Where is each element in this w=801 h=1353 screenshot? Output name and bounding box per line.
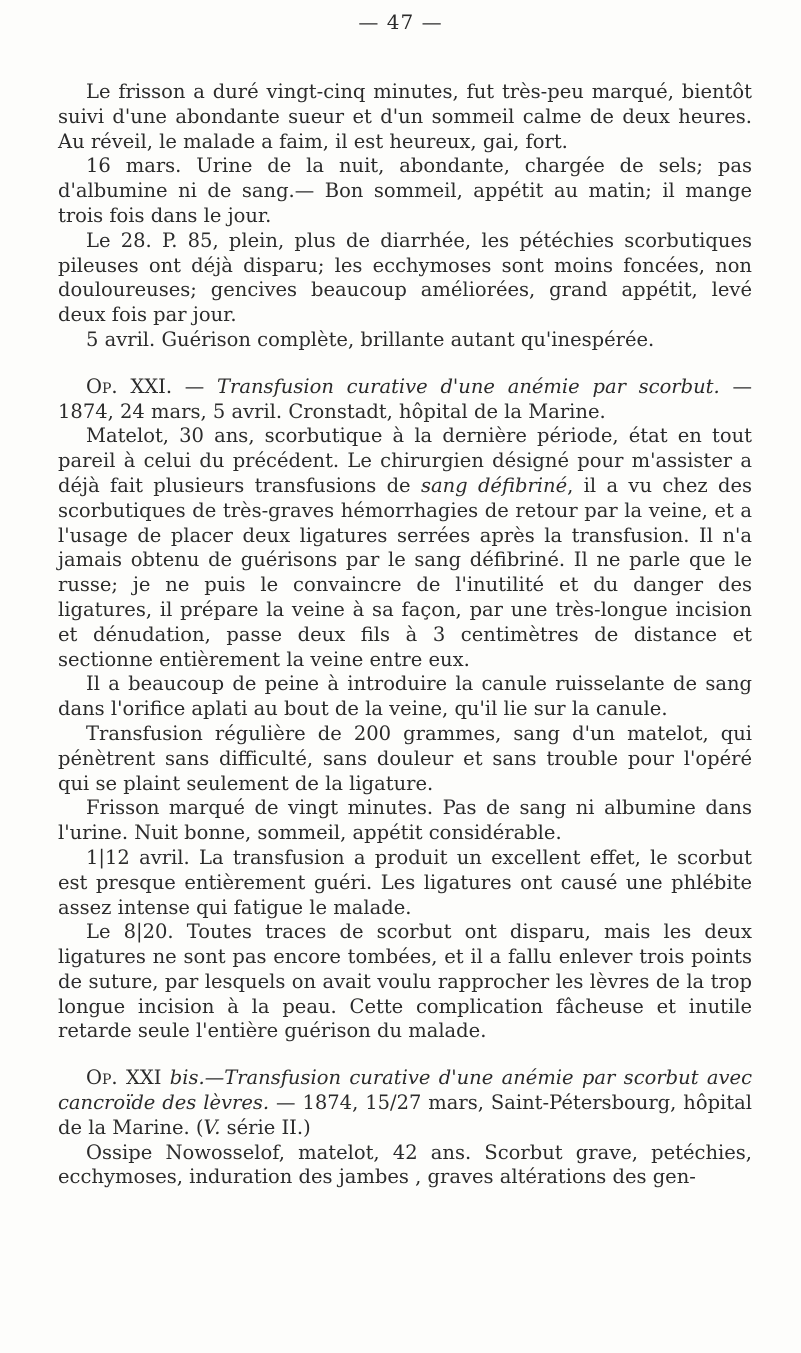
op21bis-bis: bis. bbox=[169, 1066, 205, 1090]
op21-paragraph-transfusion: Transfusion régulière de 200 grammes, sang d'un matelot, qui pénètrent sans difficulté, sans douleur et sans trouble pour l'opéré qui se plaint seulement de la ligature. bbox=[58, 721, 752, 795]
op21bis-heading bbox=[58, 1066, 752, 1140]
paragraph-5-avril: 5 avril. Guérison complète, brillante autant qu'inespérée. bbox=[86, 327, 655, 351]
op21-p1-end: , il a vu chez des scorbutiques de très-graves hémorrhagies de retour par la veine, et a l'usage de placer deux ligatures serrées après la transfusion. Il n'a jamais obtenu de guérisons par le sang défibriné. Il ne parle que le russe; je ne puis le convaincre de l'inutilité et du danger des ligatures, il prépare la veine à sa façon, par une très-longue incision et dénudation, passe deux fils à 3 centimètres de distance et sectionne entièrement la veine entre eux. bbox=[58, 473, 752, 671]
paragraph-16-mars: 16 mars. Urine de la nuit, abondante, chargée de sels; pas d'albumine ni de sang.— Bon sommeil, appétit au matin; il mange trois fois dans le jour. bbox=[58, 154, 752, 227]
op21bis-paragraph-ossipe: Ossipe Nowosselof, matelot, 42 ans. Scorbut grave, petéchies, ecchymoses, induration des jambes , graves altérations des gen- bbox=[58, 1140, 752, 1189]
op21-paragraph-frisson: Frisson marqué de vingt minutes. Pas de sang ni albumine dans l'urine. Nuit bonne, sommeil, appétit considérable. bbox=[58, 796, 752, 845]
op21-p1-start: Matelot, 30 ans, scorbutique à la dernière période, état en tout pareil à celui du précédent. Le chirurgien désigné pour m'assister a déjà fait plusieurs transfusions de bbox=[58, 424, 752, 497]
op21-label: Op. XXI. bbox=[86, 374, 173, 398]
op21-title: Transfusion curative d'une anémie par scorbut. bbox=[217, 374, 720, 398]
paragraph-frisson: Le frisson a duré vingt-cinq minutes, fut très-peu marqué, bientôt suivi d'une abondante sueur et d'un sommeil calme de deux heures. Au réveil, le malade a faim, il est heureux, gai, fort. bbox=[58, 80, 752, 153]
op21-paragraph-canule: Il a beaucoup de peine à introduire la canule ruisselante de sang dans l'orifice aplati au bout de la veine, qu'il lie sur la canule. bbox=[58, 672, 752, 721]
paragraph-le-28: Le 28. P. 85, plein, plus de diarrhée, les pétéchies scorbutiques pileuses ont déjà disparu; les ecchymoses sont moins foncées, non douloureuses; gencives beaucoup améliorées, grand appétit, levé deux fois par jour. bbox=[58, 228, 752, 327]
op21-paragraph-8-20: Le 8|20. Toutes traces de scorbut ont disparu, mais les deux ligatures ne sont pas encore tombées, et il a fallu enlever trois points de suture, par lesquels on avait voulu rapprocher les lèvres de la trop longue incision à la peau. Cette complication fâcheuse et inutile retarde seule l'entière guérison du malade. bbox=[58, 920, 752, 1043]
op21bis-label: Op. XXI bbox=[86, 1066, 170, 1090]
op21bis-title: —Transfusion curative d'une anémie par scorbut avec cancroïde des lèvres. bbox=[58, 1066, 752, 1115]
op21bis-details-end: série II.) bbox=[220, 1115, 311, 1139]
op21-paragraph-12-avril: 1|12 avril. La transfusion a produit un excellent effet, le scorbut est presque entièrement guéri. Les ligatures ont causé une phlébite assez intense qui fatigue le malade. bbox=[58, 845, 752, 919]
op21-heading: Op. XXI. — Transfusion curative d'une anémie par scorbut. — 1874, 24 mars, 5 avril. Cronstadt, hôpital de la Marine. bbox=[58, 374, 752, 423]
op21-paragraph-matelot bbox=[58, 424, 752, 672]
body-text bbox=[58, 80, 752, 1190]
op21-p1-emphasis: sang défibriné bbox=[420, 473, 568, 497]
page-number: — 47 — bbox=[358, 10, 443, 34]
op21bis-details-start: — 1874, 15/27 mars, Saint-Pétersbourg, hôpital de la Marine. ( bbox=[58, 1091, 752, 1139]
op21-details: — 1874, 24 mars, 5 avril. Cronstadt, hôpital de la Marine. bbox=[58, 374, 752, 423]
op21bis-details-v: V. bbox=[203, 1115, 221, 1139]
